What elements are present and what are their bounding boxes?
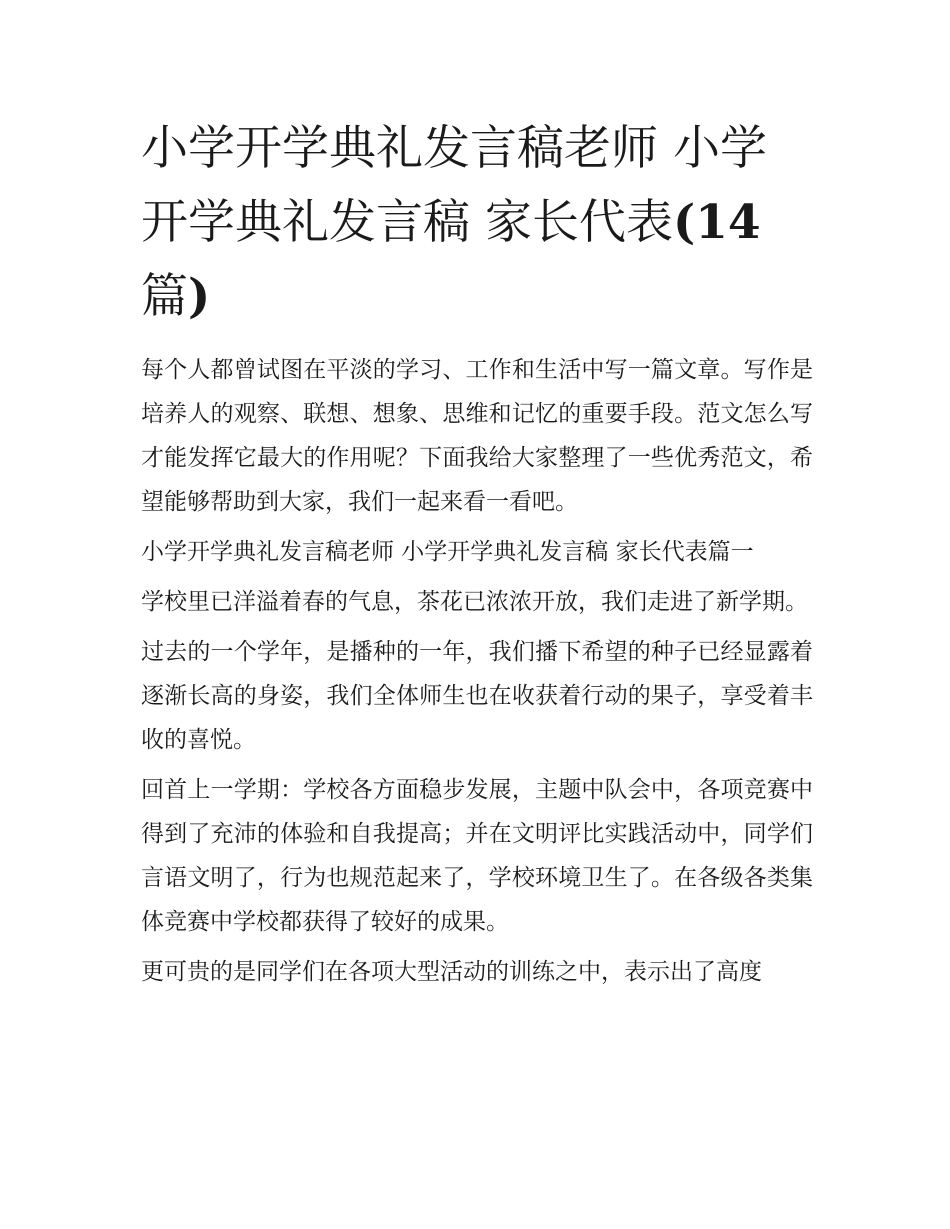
document-body <box>141 112 813 1000</box>
paragraph: 过去的一个学年，是播种的一年，我们播下希望的种子已经显露着逐渐长高的身姿，我们全体师生也在收获着行动的果子，享受着丰收的喜悦。 <box>141 639 813 753</box>
paragraph: 学校里已洋溢着春的气息，茶花已浓浓开放，我们走进了新学期。 <box>141 589 808 615</box>
title-count-unit: 篇 <box>141 269 188 324</box>
paragraph: 每个人都曾试图在平淡的学习、工作和生活中写一篇文章。写作是培养人的观察、联想、想象、思维和记忆的重要手段。范文怎么写才能发挥它最大的作用呢？下面我给大家整理了一些优秀范文，希望能够帮助到大家，我们一起来看一看吧。 <box>141 357 813 515</box>
title-text: 小学开学典礼发言稿老师 小学开学典礼发言稿 家长代表 <box>141 121 767 250</box>
title-count-open: (14 <box>672 195 761 250</box>
paragraph: 更可贵的是同学们在各项大型活动的训练之中，表示出了高度 <box>141 959 762 985</box>
paragraph: 回首上一学期：学校各方面稳步发展，主题中队会中，各项竞赛中得到了充沛的体验和自我提高；并在文明评比实践活动中，同学们言语文明了，行为也规范起来了，学校环境卫生了。在各级各类集体竞赛中学校都获得了较好的成果。 <box>141 777 813 935</box>
section-heading: 小学开学典礼发言稿老师 小学开学典礼发言稿 家长代表篇一 <box>141 539 754 565</box>
document-title <box>141 112 813 334</box>
title-count-close: ) <box>188 269 211 324</box>
